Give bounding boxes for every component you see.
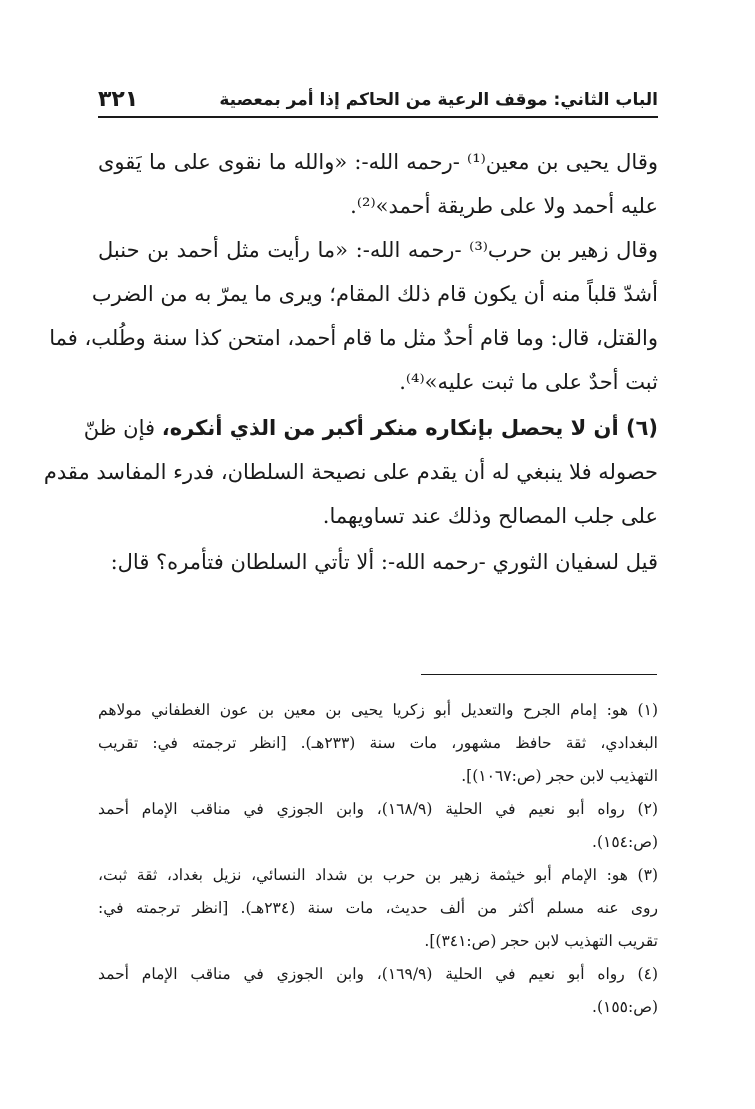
footnote-line: (ص:١٥٥). (592, 998, 658, 1016)
footnote-4 (98, 958, 658, 1024)
paragraph-yahya-ibn-maeen (98, 140, 658, 228)
running-header (98, 82, 658, 118)
footnote-line: (٤) رواه أبو نعيم في الحلية (١٦٩/٩)، وابن الجوزي في مناقب الإمام أحمد (98, 965, 658, 983)
text-line: قيل لسفيان الثوري -رحمه الله-: ألا تأتي السلطان فتأمره؟ قال: (110, 550, 658, 574)
footnote-line: (١) هو: إمام الجرح والتعديل أبو زكريا يحيى بن معين بن عون الغطفاني مولاهم (98, 701, 658, 719)
text-line: وقال زهير بن حرب⁽³⁾ -رحمه الله-: «ما رأيت مثل أحمد بن حنبل (98, 238, 658, 262)
footnote-line: تقريب التهذيب لابن حجر (ص:٣٤١)]. (424, 932, 658, 950)
paragraph-sufyan-thawri (98, 540, 658, 584)
footnote-2 (98, 793, 658, 859)
footnote-line: (٢) رواه أبو نعيم في الحلية (١٦٨/٩)، وابن الجوزي في مناقب الإمام أحمد (98, 800, 658, 818)
footnote-line: (ص:١٥٤). (592, 833, 658, 851)
footnote-separator (421, 674, 657, 675)
text-line: ثبت أحدٌ على ما ثبت عليه»⁽⁴⁾. (399, 370, 658, 394)
text-line: والقتل، قال: وما قام أحدٌ مثل ما قام أحمد، امتحن كذا سنة وطُلب، فما (49, 326, 658, 350)
footnote-line: التهذيب لابن حجر (ص:١٠٦٧)]. (461, 767, 658, 785)
text-line: وقال يحيى بن معين⁽¹⁾ -رحمه الله-: «والله ما نقوى على ما يَقوى (98, 150, 659, 174)
page-number: ٣٢١ (98, 87, 139, 112)
footnote-line: روى عنه مسلم أكثر من ألف حديث، مات سنة (٢٣٤هـ). [انظر ترجمته في: (98, 899, 658, 917)
text-line: حصوله فلا ينبغي له أن يقدم على نصيحة السلطان، فدرء المفاسد مقدم (43, 460, 658, 484)
footnote-3 (98, 859, 658, 958)
footnote-line: (٣) هو: الإمام أبو خيثمة زهير بن حرب بن شداد النسائي، نزيل بغداد، ثقة ثبت، (98, 866, 658, 884)
condition-heading: (٦) أن لا يحصل بإنكاره منكر أكبر من الذي أنكره، (161, 416, 658, 440)
footnote-line: البغدادي، ثقة حافظ مشهور، مات سنة (٢٣٣هـ). [انظر ترجمته في: تقريب (98, 734, 658, 752)
footnotes (98, 694, 658, 1024)
paragraph-condition-six (43, 406, 658, 538)
text-line: أشدّ قلباً منه أن يكون قام ذلك المقام؛ ويرى ما يمرّ به من الضرب (91, 282, 658, 306)
text-fragment: فإن ظنّ (83, 416, 156, 440)
paragraph-zuhair-ibn-harb (49, 228, 658, 404)
text-line: على جلب المصالح وذلك عند تساويهما. (322, 504, 658, 528)
text-line (83, 406, 658, 450)
text-line: عليه أحمد ولا على طريقة أحمد»⁽²⁾. (350, 194, 658, 218)
footnote-1 (98, 694, 658, 793)
chapter-title: الباب الثاني: موقف الرعية من الحاكم إذا أمر بمعصية (219, 90, 658, 110)
